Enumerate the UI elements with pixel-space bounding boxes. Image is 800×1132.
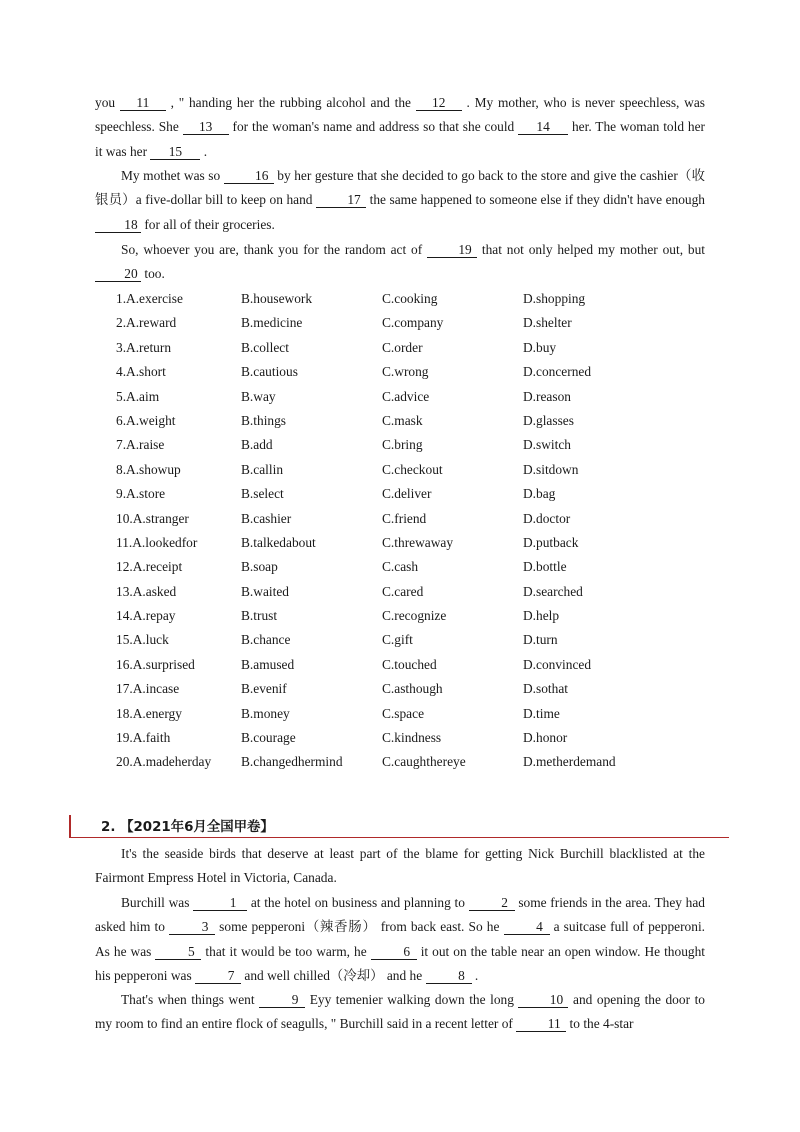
option-row: [116, 604, 716, 628]
blank-15: 15: [150, 144, 200, 160]
text: and opening the door to my room to find an entire flock of seagulls, " Burchill said in a recent letter of: [95, 992, 705, 1032]
option-a: 15.A.luck: [116, 632, 169, 648]
option-d: D.sothat: [523, 681, 569, 697]
option-c: C.company: [382, 315, 444, 331]
option-b: B.money: [241, 705, 290, 721]
option-row: [116, 409, 716, 433]
option-d: D.shelter: [523, 315, 572, 331]
option-d: D.putback: [523, 534, 579, 550]
text: you: [95, 95, 120, 110]
blank-3: 3: [169, 919, 215, 935]
blank-12: 12: [416, 95, 462, 111]
option-d: D.metherdemand: [523, 754, 616, 770]
text: the same happened to someone else if they didn't have enough: [366, 192, 705, 208]
option-a: 19.A.faith: [116, 730, 171, 746]
option-b: B.waited: [241, 583, 289, 599]
option-b: B.way: [241, 388, 276, 404]
option-b: B.things: [241, 412, 287, 428]
option-c: C.checkout: [382, 461, 443, 477]
option-c: C.kindness: [382, 730, 442, 746]
option-c: C.space: [382, 705, 425, 721]
option-c: C.gift: [382, 632, 413, 648]
blank-14: 14: [518, 119, 568, 135]
option-c: C.bring: [382, 437, 423, 453]
text: a suitcase full of pepperoni. As he was: [95, 919, 706, 959]
option-a: 10.A.stranger: [116, 510, 189, 526]
text: some pepperoni（辣香肠） from back east. So he: [215, 919, 504, 935]
option-a: 9.A.store: [116, 486, 166, 502]
option-a: 4.A.short: [116, 364, 166, 380]
option-b: B.chance: [241, 632, 291, 648]
option-d: D.shopping: [523, 291, 586, 306]
option-row: [116, 287, 716, 311]
text: So, whoever you are, thank you for the random act of: [121, 242, 428, 257]
blank-8: 8: [426, 968, 472, 984]
option-a: 14.A.repay: [116, 608, 176, 624]
option-b: B.trust: [241, 608, 278, 624]
option-c: C.order: [382, 339, 423, 355]
option-row: [116, 458, 716, 482]
option-c: C.cooking: [382, 291, 438, 306]
blank-11: 11: [120, 95, 166, 111]
text: her. The woman told her it was her: [95, 119, 705, 159]
passage1-paragraph-1: [95, 91, 705, 164]
option-d: D.switch: [523, 437, 571, 453]
option-b: B.changedhermind: [241, 754, 343, 770]
blank-6: 6: [371, 944, 417, 960]
option-a: 6.A.weight: [116, 412, 176, 428]
option-b: B.callin: [241, 461, 284, 477]
option-row: [116, 702, 716, 726]
option-row: [116, 360, 716, 384]
text: , " handing her the rubbing alcohol and the: [165, 95, 416, 110]
blank-4: 4: [504, 919, 550, 935]
option-a: 16.A.surprised: [116, 656, 195, 672]
option-a: 17.A.incase: [116, 681, 180, 697]
text: Eyy temenier walking down the long: [305, 992, 519, 1007]
option-row: [116, 482, 716, 506]
option-c: C.cared: [382, 583, 424, 599]
option-b: B.soap: [241, 559, 278, 575]
option-row: [116, 628, 716, 652]
blank-2: 2: [469, 895, 515, 911]
option-b: B.collect: [241, 339, 289, 355]
option-b: B.add: [241, 437, 273, 453]
option-d: D.turn: [523, 632, 558, 648]
option-a: 13.A.asked: [116, 583, 177, 599]
text: That's when things went: [121, 992, 260, 1007]
option-b: B.amused: [241, 656, 295, 672]
text: that it would be too warm, he: [201, 943, 371, 959]
option-a: 12.A.receipt: [116, 559, 183, 575]
section-header: [69, 813, 729, 838]
option-d: D.buy: [523, 339, 557, 355]
section-title: 2. 【2021年6月全国甲卷】: [101, 820, 274, 835]
option-b: B.housework: [241, 291, 313, 306]
blank-9: 9: [259, 992, 305, 1008]
passage2-paragraph-2: [95, 891, 705, 989]
blank-13: 13: [183, 119, 229, 135]
option-row: [116, 433, 716, 457]
option-b: B.select: [241, 486, 284, 502]
text: Burchill was: [121, 895, 194, 910]
text: that not only helped my mother out, but: [477, 242, 706, 257]
option-d: D.bottle: [523, 559, 567, 575]
option-row: [116, 653, 716, 677]
option-row: [116, 750, 716, 774]
option-row: [116, 531, 716, 555]
option-row: [116, 555, 716, 579]
option-row: [116, 726, 716, 750]
text: for the woman's name and address so that she could: [228, 119, 519, 135]
option-d: D.reason: [523, 388, 571, 404]
text: .: [471, 968, 479, 984]
section-accent-bar: [69, 815, 71, 837]
text: My mothet was so: [121, 168, 224, 183]
option-c: C.mask: [382, 412, 423, 428]
option-row: [116, 507, 716, 531]
text: too.: [141, 266, 165, 282]
option-b: B.medicine: [241, 315, 303, 331]
text: it out on the table near an open window. He thought his pepperoni was: [95, 943, 706, 984]
option-row: [116, 580, 716, 604]
option-d: D.doctor: [523, 510, 571, 526]
blank-20: 20: [95, 266, 141, 282]
text: at the hotel on business and planning to: [247, 895, 469, 910]
option-b: B.courage: [241, 730, 296, 746]
option-c: C.cash: [382, 559, 419, 575]
text: for all of their groceries.: [141, 216, 275, 232]
option-c: C.recognize: [382, 608, 447, 624]
text: by her gesture that she decided to go back to the store and give the cashier（收银员）a five-dollar bill to keep on hand: [95, 168, 705, 208]
option-c: C.deliver: [382, 486, 432, 502]
option-b: B.talkedabout: [241, 534, 316, 550]
option-d: D.glasses: [523, 412, 574, 428]
option-c: C.asthough: [382, 681, 443, 697]
option-d: D.help: [523, 608, 560, 624]
option-row: [116, 336, 716, 360]
option-d: D.concerned: [523, 364, 592, 380]
blank-16: 16: [224, 168, 274, 184]
option-c: C.threwaway: [382, 534, 454, 550]
option-d: D.sitdown: [523, 461, 579, 477]
option-c: C.caughthereye: [382, 754, 466, 770]
option-a: 8.A.showup: [116, 461, 181, 477]
option-a: 1.A.exercise: [116, 291, 183, 306]
options-list: [116, 287, 716, 775]
option-row: [116, 385, 716, 409]
option-c: C.touched: [382, 656, 437, 672]
text: to the 4-star: [566, 1016, 634, 1032]
blank-7: 7: [195, 968, 241, 984]
option-a: 11.A.lookedfor: [116, 534, 198, 550]
option-b: B.cashier: [241, 510, 292, 526]
blank-1: 1: [193, 895, 247, 911]
passage1-paragraph-2: [95, 164, 705, 237]
option-d: D.bag: [523, 486, 556, 502]
passage2-paragraph-1: It's the seaside birds that deserve at least part of the blame for getting Nick Burchill blacklisted at the Fairmont Empress Hotel in Victoria, Canada.: [95, 846, 705, 886]
option-b: B.cautious: [241, 364, 298, 380]
option-b: B.evenif: [241, 681, 287, 697]
option-row: [116, 677, 716, 701]
blank-10: 10: [518, 992, 568, 1008]
blank-19: 19: [427, 242, 477, 258]
blank-11: 11: [516, 1016, 566, 1032]
option-a: 5.A.aim: [116, 388, 160, 404]
option-c: C.friend: [382, 510, 427, 526]
passage1-paragraph-3: [95, 238, 705, 287]
text: .: [200, 143, 208, 159]
option-c: C.wrong: [382, 364, 429, 380]
option-d: D.convinced: [523, 656, 592, 672]
option-a: 18.A.energy: [116, 705, 182, 721]
option-a: 3.A.return: [116, 339, 172, 355]
blank-17: 17: [316, 192, 366, 208]
option-a: 20.A.madeherday: [116, 754, 212, 770]
option-row: [116, 311, 716, 335]
text: some friends in the area. They had asked him to: [95, 895, 706, 935]
option-c: C.advice: [382, 388, 430, 404]
blank-5: 5: [155, 944, 201, 960]
option-d: D.time: [523, 705, 560, 721]
option-d: D.honor: [523, 730, 568, 746]
passage2-paragraph-3: [95, 988, 705, 1037]
text: and well chilled（冷却） and he: [241, 968, 426, 984]
option-d: D.searched: [523, 583, 583, 599]
blank-18: 18: [95, 217, 141, 233]
option-a: 2.A.reward: [116, 315, 177, 331]
text: . My mother, who is never speechless, was speechless. She: [95, 95, 705, 135]
option-a: 7.A.raise: [116, 437, 165, 453]
